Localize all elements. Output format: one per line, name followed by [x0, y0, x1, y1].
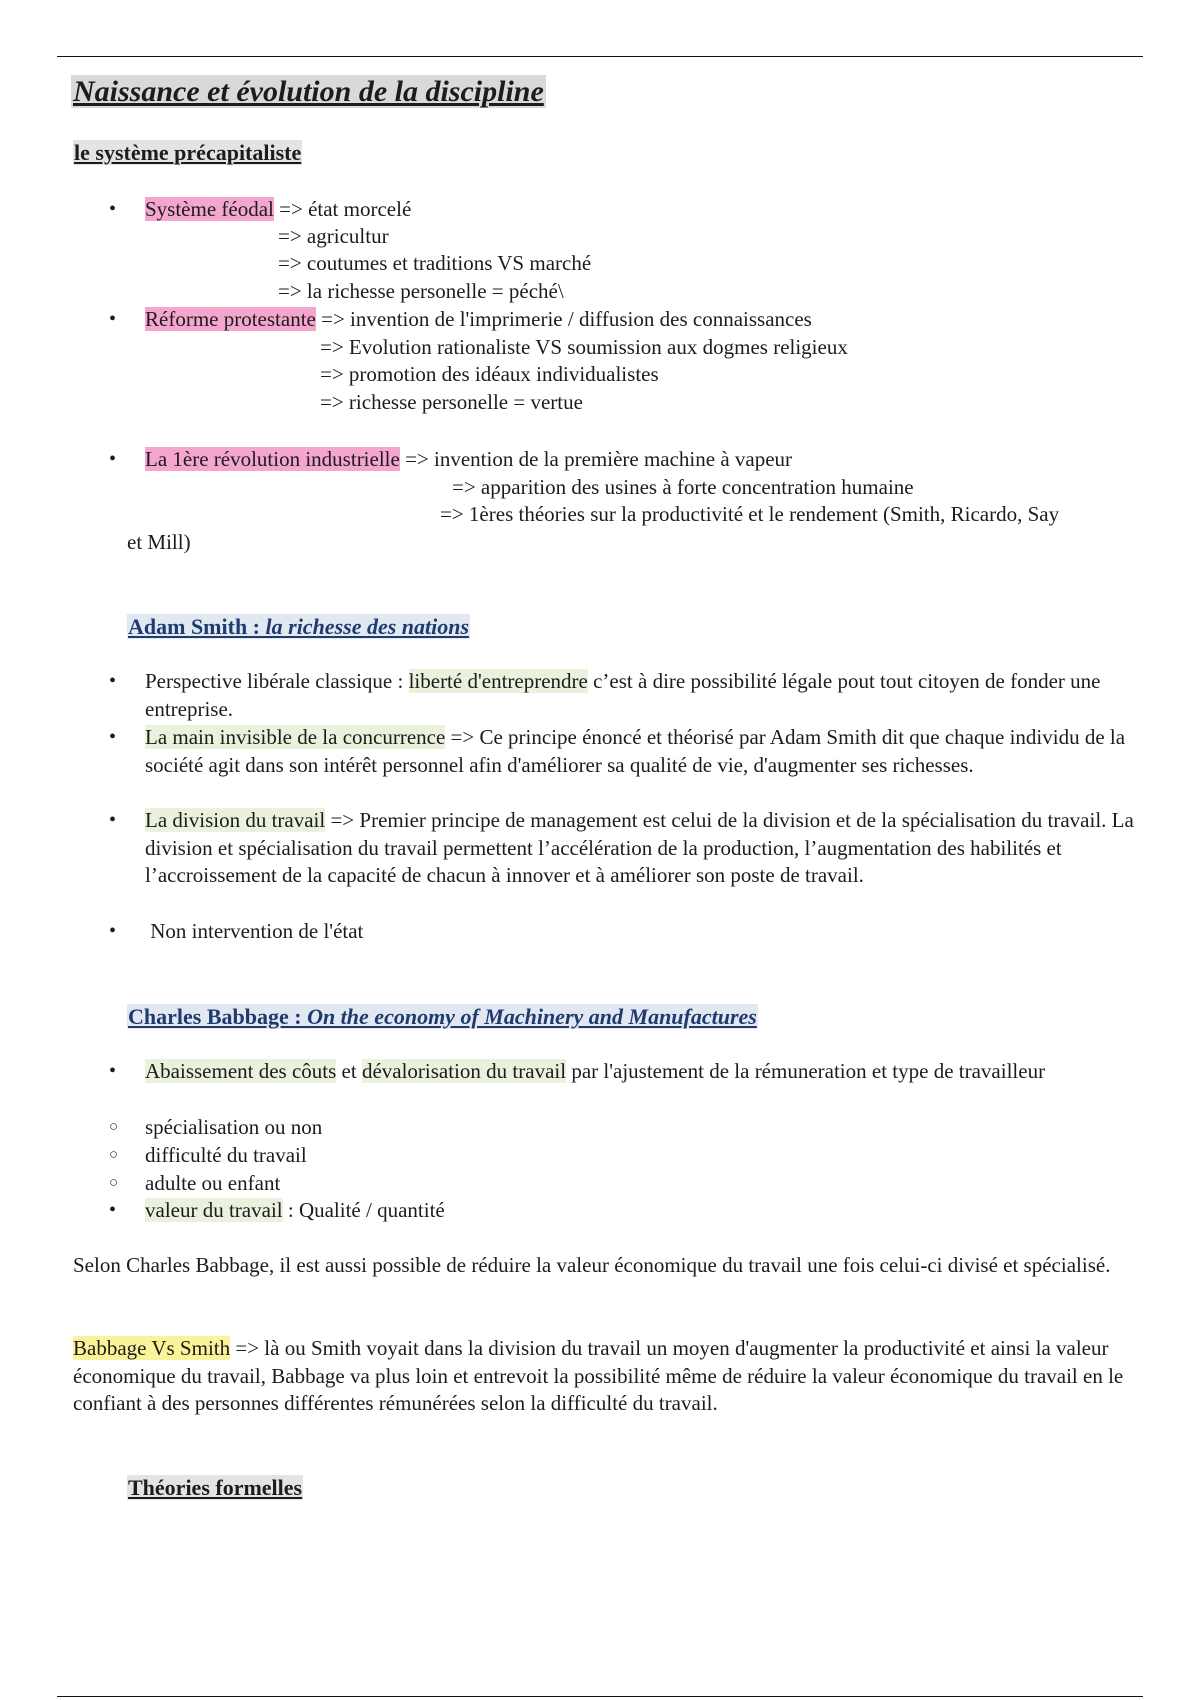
bullet-icon: • — [109, 809, 117, 831]
list-item-abaissement: Abaissement des côuts et dévalorisation du travail par l'ajustement de la rémuneration et type de travailleur — [145, 1059, 1046, 1083]
highlight-feodal: Système féodal — [145, 197, 274, 221]
reforme-line: => promotion des idéaux individualistes — [320, 362, 659, 386]
highlight-valeur: valeur du travail — [145, 1198, 283, 1222]
bullet-icon: • — [109, 448, 117, 470]
bullet-icon: • — [109, 1199, 117, 1221]
feodal-line: => la richesse personelle = péché\ — [278, 279, 564, 303]
page-title — [71, 74, 546, 110]
reforme-line: => richesse personelle = vertue — [320, 390, 583, 414]
list-item-division: La division du travail => Premier principe de management est celui de la division et de la spécialisation du travail. La division et spécialisation du travail permettent l’accélération de la production, l’augmentation des habilités et l’accroissement de la capacité de chacun à innover et à améliorer son poste de travail. — [145, 808, 1134, 887]
section-heading-theories: Théories formelles — [128, 1475, 303, 1500]
paragraph-babbage-vs-smith: Babbage Vs Smith => là ou Smith voyait dans la division du travail un moyen d'augmenter la productivité et ainsi la valeur économique du travail, Babbage va plus loin et entrevoit la possibilité même de réduire la valeur économique du travail en le confiant à des personnes différentes rémunérées selon la difficulté du travail. — [73, 1336, 1124, 1415]
list-item-revolution: La 1ère révolution industrielle => invention de la première machine à vapeur — [145, 447, 793, 471]
sub-item: difficulté du travail — [145, 1143, 307, 1167]
circle-bullet-icon: ○ — [109, 1147, 119, 1163]
bullet-icon: • — [109, 198, 117, 220]
feodal-line: => agricultur — [278, 224, 389, 248]
revolution-continuation: et Mill) — [127, 530, 191, 554]
bullet-icon: • — [109, 308, 117, 330]
reforme-line: => Evolution rationaliste VS soumission aux dogmes religieux — [320, 335, 848, 359]
highlight-babbage-vs-smith: Babbage Vs Smith — [73, 1336, 231, 1360]
highlight-main-invisible: La main invisible de la concurrence — [145, 725, 446, 749]
list-item-feodal: Système féodal => état morcelé — [145, 197, 412, 221]
bullet-icon: • — [109, 670, 117, 692]
bottom-rule — [57, 1696, 1143, 1697]
list-item-main-invisible: La main invisible de la concurrence => Ce principe énoncé et théorisé par Adam Smith dit que chaque individu de la société agit dans son intérêt personnel afin d'améliorer sa qualité de vie, d'augmenter ses richesses. — [145, 725, 1126, 777]
revolution-line: => 1ères théories sur la productivité et le rendement (Smith, Ricardo, Say — [440, 502, 1060, 526]
highlight-reforme: Réforme protestante — [145, 307, 316, 331]
highlight-liberte: liberté d'entreprendre — [408, 669, 588, 693]
bullet-icon: • — [109, 726, 117, 748]
top-rule — [57, 56, 1143, 57]
sub-item: adulte ou enfant — [145, 1171, 281, 1195]
feodal-line: => coutumes et traditions VS marché — [278, 251, 592, 275]
section-heading-precapitaliste: le système précapitaliste — [74, 140, 302, 165]
highlight-division: La division du travail — [145, 808, 326, 832]
highlight-revolution: La 1ère révolution industrielle — [145, 447, 400, 471]
section-heading-smith: Adam Smith : la richesse des nations — [128, 614, 470, 639]
highlight-devalorisation: dévalorisation du travail — [361, 1059, 567, 1083]
circle-bullet-icon: ○ — [109, 1119, 119, 1135]
paragraph-babbage: Selon Charles Babbage, il est aussi possible de réduire la valeur économique du travail une fois celui-ci divisé et spécialisé. — [73, 1253, 1111, 1277]
page-title-text: Naissance et évolution de la discipline — [73, 75, 544, 108]
sub-item: spécialisation ou non — [145, 1115, 323, 1139]
revolution-line: => apparition des usines à forte concentration humaine — [452, 475, 914, 499]
bullet-icon: • — [109, 1060, 117, 1082]
circle-bullet-icon: ○ — [109, 1175, 119, 1191]
list-item-valeur: valeur du travail : Qualité / quantité — [145, 1198, 445, 1222]
list-item-reforme: Réforme protestante => invention de l'imprimerie / diffusion des connaissances — [145, 307, 812, 331]
section-heading-babbage: Charles Babbage : On the economy of Machinery and Manufactures — [128, 1004, 757, 1029]
highlight-abaissement: Abaissement des côuts — [145, 1059, 337, 1083]
list-item-liberte: Perspective libérale classique : liberté d'entreprendre c’est à dire possibilité légale pout tout citoyen de fonder une entreprise. — [145, 669, 1101, 721]
list-item-non-intervention: Non intervention de l'état — [145, 919, 364, 943]
bullet-icon: • — [109, 920, 117, 942]
